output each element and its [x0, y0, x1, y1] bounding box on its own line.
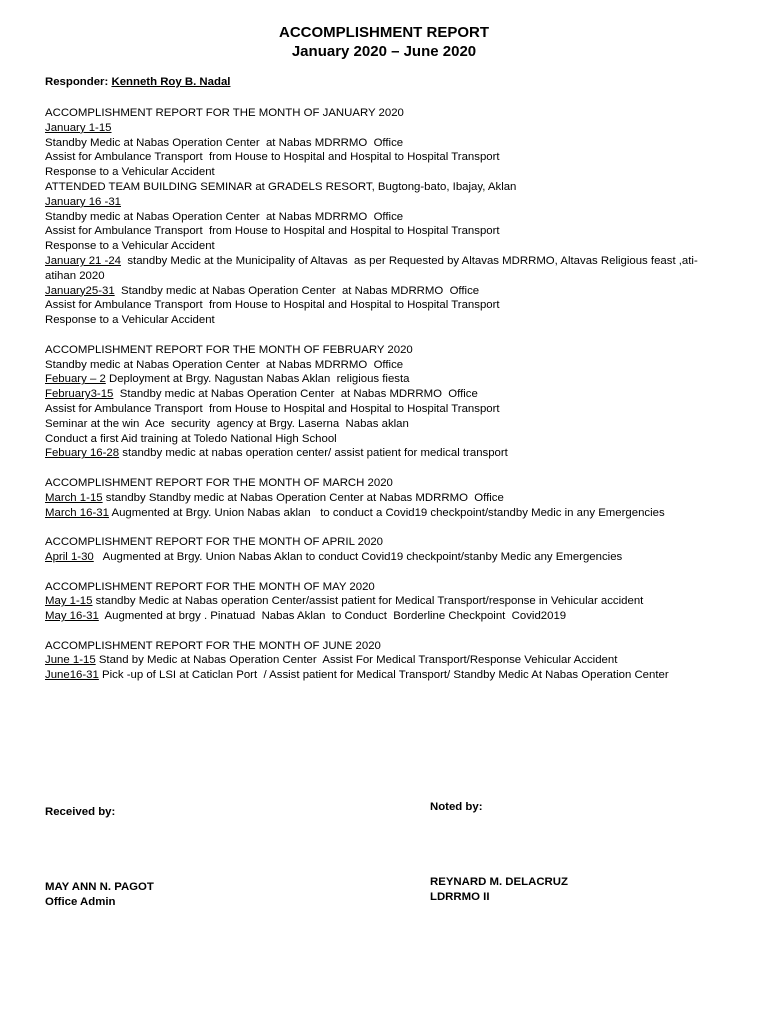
activity-line	[45, 210, 725, 225]
activity-text: Conduct a first Aid training at Toledo National High School	[45, 432, 337, 445]
activity-text: standby Medic at the Municipality of Altavas as per Requested by Altavas MDRRMO, Altavas Religious feast ,ati-atihan 2020	[45, 254, 698, 282]
report-section	[45, 639, 725, 683]
activity-line	[45, 254, 725, 284]
activity-line	[45, 653, 725, 668]
received-by-name: MAY ANN N. PAGOT	[45, 881, 154, 893]
activity-date: March 1-15	[45, 491, 103, 504]
activity-line	[45, 402, 725, 417]
activity-line	[45, 550, 725, 565]
activity-line	[45, 136, 725, 151]
report-body	[45, 106, 725, 698]
activity-line	[45, 432, 725, 447]
section-heading: ACCOMPLISHMENT REPORT FOR THE MONTH OF FEBRUARY 2020	[45, 343, 413, 356]
report-section	[45, 580, 725, 624]
activity-line	[45, 417, 725, 432]
activity-text: Standby medic at Nabas Operation Center at Nabas MDRRMO Office	[45, 210, 404, 223]
activity-line	[45, 372, 725, 387]
activity-date: February3-15	[45, 388, 114, 401]
activity-date: January 16 -31	[45, 195, 121, 208]
report-title: ACCOMPLISHMENT REPORT	[279, 24, 489, 41]
activity-line	[45, 609, 725, 624]
activity-line	[45, 491, 725, 506]
received-by-block	[45, 805, 115, 820]
noted-by-block	[430, 800, 483, 815]
activity-line	[45, 165, 725, 180]
activity-text: Pick -up of LSI at Caticlan Port / Assist patient for Medical Transport/ Standby Medic At Nabas Operation Center	[98, 669, 669, 682]
responder-line	[45, 76, 230, 88]
section-heading: ACCOMPLISHMENT REPORT FOR THE MONTH OF APRIL 2020	[45, 536, 383, 549]
activity-line	[45, 358, 725, 373]
activity-text: Seminar at the win Ace security agency at Brgy. Laserna Nabas aklan	[45, 417, 409, 430]
activity-date: Febuary 16-28	[45, 447, 120, 460]
activity-text: Standby medic at Nabas Operation Center at Nabas MDRRMO Office	[114, 284, 480, 297]
activity-text: Assist for Ambulance Transport from House to Hospital and Hospital to Hospital Transport	[45, 151, 500, 164]
section-heading: ACCOMPLISHMENT REPORT FOR THE MONTH OF JANUARY 2020	[45, 107, 404, 119]
activity-line	[45, 224, 725, 239]
activity-line	[45, 121, 725, 136]
activity-date: May 1-15	[45, 595, 93, 608]
report-section	[45, 343, 725, 461]
activity-line	[45, 446, 725, 461]
activity-text: ATTENDED TEAM BUILDING SEMINAR at GRADELS RESORT, Bugtong-bato, Ibajay, Aklan	[45, 180, 517, 193]
activity-text: standby Standby medic at Nabas Operation Center at Nabas MDRRMO Office	[102, 491, 504, 504]
report-period: January 2020 – June 2020	[291, 43, 477, 60]
activity-date: April 1-30	[45, 550, 94, 563]
activity-line	[45, 313, 725, 328]
activity-date: January 1-15	[45, 121, 112, 134]
activity-line	[45, 298, 725, 313]
activity-text: Standby Medic at Nabas Operation Center at Nabas MDRRMO Office	[45, 136, 404, 149]
report-section	[45, 535, 725, 565]
activity-text: Augmented at Brgy. Union Nabas Aklan to conduct Covid19 checkpoint/stanby Medic any Emergencies	[93, 550, 623, 563]
activity-text: Response to a Vehicular Accident	[45, 314, 215, 327]
activity-date: January 21 -24	[45, 254, 121, 267]
section-heading: ACCOMPLISHMENT REPORT FOR THE MONTH OF MAY 2020	[45, 580, 375, 593]
activity-text: Standby medic at Nabas Operation Center at Nabas MDRRMO Office	[45, 358, 404, 371]
section-heading: ACCOMPLISHMENT REPORT FOR THE MONTH OF JUNE 2020	[45, 639, 381, 652]
activity-line	[45, 668, 725, 683]
activity-text: Assist for Ambulance Transport from House to Hospital and Hospital to Hospital Transport	[45, 225, 500, 238]
activity-text: Augmented at brgy . Pinatuad Nabas Aklan to Conduct Borderline Checkpoint Covid2019	[98, 610, 567, 623]
activity-text: Response to a Vehicular Accident	[45, 240, 215, 253]
activity-line	[45, 284, 725, 299]
activity-line	[45, 387, 725, 402]
report-section	[45, 476, 725, 520]
activity-text: Deployment at Brgy. Nagustan Nabas Aklan religious fiesta	[105, 373, 410, 386]
responder-label: Responder:	[45, 76, 109, 88]
received-by-position: Office Admin	[45, 895, 116, 908]
activity-text: Augmented at Brgy. Union Nabas aklan to conduct a Covid19 checkpoint/standby Medic in any Emergencies	[108, 506, 665, 519]
activity-date: March 16-31	[45, 506, 109, 519]
noted-by-signatory	[430, 875, 568, 904]
activity-line	[45, 506, 725, 521]
responder-name: Kenneth Roy B. Nadal	[111, 76, 231, 88]
activity-date: Febuary – 2	[45, 373, 106, 386]
noted-by-position: LDRRMO II	[430, 890, 490, 903]
activity-line	[45, 594, 725, 609]
activity-text: standby Medic at Nabas operation Center/assist patient for Medical Transport/response in Vehicular accident	[92, 595, 644, 608]
activity-text: Assist for Ambulance Transport from House to Hospital and Hospital to Hospital Transport	[45, 402, 500, 415]
activity-line	[45, 180, 725, 195]
activity-date: June 1-15	[45, 654, 96, 667]
activity-date: June16-31	[45, 669, 99, 682]
activity-line	[45, 195, 725, 210]
activity-text: Response to a Vehicular Accident	[45, 166, 215, 179]
received-by-label: Received by:	[45, 806, 116, 818]
section-heading: ACCOMPLISHMENT REPORT FOR THE MONTH OF MARCH 2020	[45, 476, 393, 489]
activity-date: January25-31	[45, 284, 115, 297]
activity-text: standby medic at nabas operation center/ assist patient for medical transport	[119, 447, 508, 460]
received-by-signatory	[45, 880, 154, 909]
noted-by-label: Noted by:	[430, 801, 483, 813]
activity-line	[45, 239, 725, 254]
activity-line	[45, 150, 725, 165]
activity-date: May 16-31	[45, 610, 99, 623]
report-section	[45, 106, 725, 328]
activity-text: Assist for Ambulance Transport from House to Hospital and Hospital to Hospital Transport	[45, 299, 500, 312]
activity-text: Stand by Medic at Nabas Operation Center Assist For Medical Transport/Response Vehicular Accident	[95, 654, 618, 667]
activity-text: Standby medic at Nabas Operation Center at Nabas MDRRMO Office	[113, 388, 478, 401]
noted-by-name: REYNARD M. DELACRUZ	[430, 876, 568, 888]
